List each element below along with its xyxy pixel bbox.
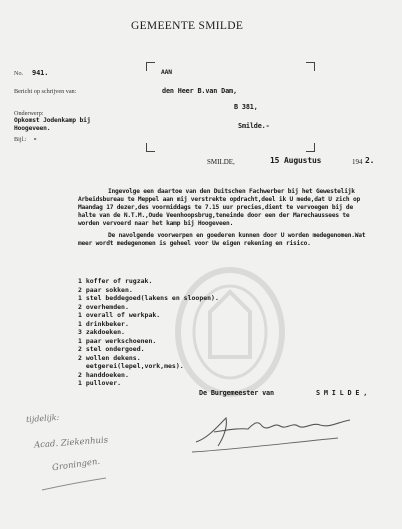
list-item: 1 overall of werkpak. xyxy=(78,311,161,319)
addressee-name: den Heer B.van Dam, xyxy=(162,87,237,95)
date-day-month: 15 Augustus xyxy=(270,156,322,165)
attachments-value: - xyxy=(33,135,38,143)
list-item: 1 stel beddegoed(lakens en sloopen). xyxy=(78,294,219,302)
handwritten-signature-icon xyxy=(188,398,363,458)
date-place: SMILDE, xyxy=(207,158,235,166)
list-item: 2 wollen dekens. xyxy=(78,353,141,362)
body-paragraph-1: Ingevolge een daartoe van den Duitschen Fachwerber bij het Gewestelijk Arbeidsbureau te Meppel aan mij verstrekte opdracht,deel ik U mede,dat U zich op Maandag 17 dezer,des voormiddags te 7.15 uur precies,dient te vervoegen bij de halte van de N.T.M.,Oude Veenhoopsbrug,teneinde door een der Marechaussees te worden vervoerd naar het kamp bij Hoogeveen. xyxy=(78,188,361,227)
address-corner-bottom-left xyxy=(146,143,155,152)
body-paragraph-2: De navolgende voorwerpen en goederen kunnen door U worden medegenomen.Wat meer wordt medegenomen is geheel voor Uw eigen rekening en risico. xyxy=(78,232,366,247)
signature-title-prefix: De Burgemeester van xyxy=(199,389,274,397)
attachments-label: Bijl.: xyxy=(14,136,27,143)
municipality-heading: GEMEENTE SMILDE xyxy=(131,20,244,32)
number-value: 941. xyxy=(32,69,49,77)
list-item: 2 handdoeken. xyxy=(78,370,129,379)
letter-body xyxy=(78,188,370,248)
handwritten-underline-icon xyxy=(40,476,110,494)
addressee-house: B 381, xyxy=(234,103,258,111)
addressee-to-label: AAN xyxy=(161,69,172,76)
subject-label: Onderwerp: xyxy=(14,110,44,117)
reference-label: Bericht op schrijven van: xyxy=(14,88,77,95)
items-list xyxy=(78,277,219,388)
list-item: eetgerei(lepel,vork,mes). xyxy=(78,362,184,370)
address-corner-top-left xyxy=(146,62,155,71)
address-corner-bottom-right xyxy=(306,143,315,152)
list-item: 3 zakdoeken. xyxy=(78,328,125,336)
subject-line-1: Opkomst Jodenkamp bij xyxy=(14,117,91,124)
address-corner-top-right xyxy=(306,62,315,71)
list-item: 2 overhemden. xyxy=(78,302,129,311)
handwritten-note-line-1: tijdelijk: xyxy=(25,412,60,425)
list-item: 1 pullover. xyxy=(78,379,122,387)
list-item: 1 drinkbeker. xyxy=(78,319,129,328)
list-item: 1 paar werkschoenen. xyxy=(78,336,157,345)
date-year-prefix: 194 xyxy=(352,158,363,166)
number-label: No. xyxy=(14,70,24,77)
handwritten-note-line-2: Acad. Ziekenhuis xyxy=(33,435,109,451)
date-year-suffix: 2. xyxy=(365,156,375,165)
list-item: 2 paar sokken. xyxy=(78,285,133,294)
subject-line-2: Hoogeveen. xyxy=(14,125,51,132)
signature-title-town: S M I L D E , xyxy=(316,389,368,397)
list-item: 2 stel ondergoed. xyxy=(78,345,145,353)
list-item: 1 koffer of rugzak. xyxy=(78,277,153,285)
handwritten-note-line-3: Groningen. xyxy=(51,456,101,474)
addressee-town: Smilde.- xyxy=(238,122,270,130)
